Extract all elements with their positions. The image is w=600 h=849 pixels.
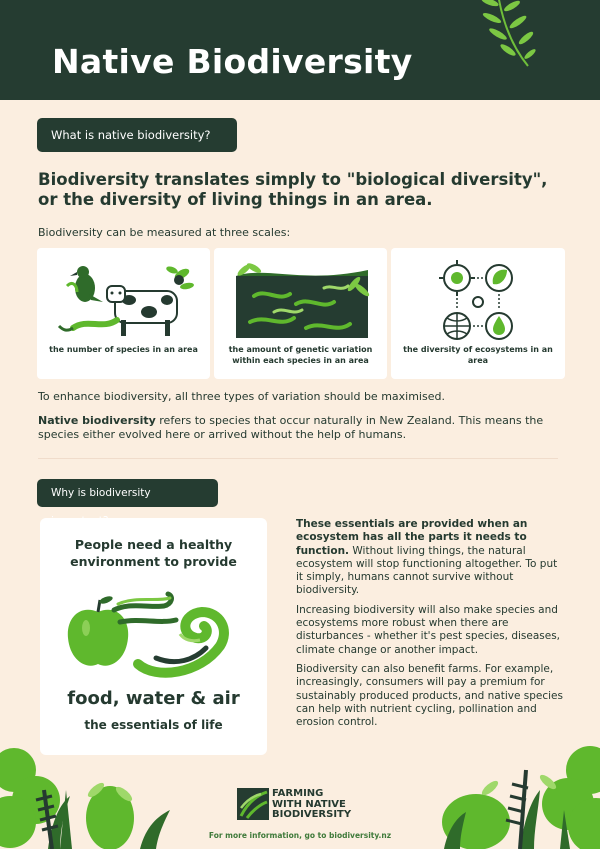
importance-paragraph-3: Biodiversity can also benefit farms. For example, increasingly, consumers will pay a premium for sustainably produced products, and native species can help with nutrient cycling, pollination and erosion control. [296,662,563,729]
importance-bold: These essentials are provided when an ecosystem has all the parts it needs to function. [296,518,528,557]
logo-line-3: BIODIVERSITY [272,809,352,820]
essentials-headline: food, water & air [67,688,240,709]
species-illustration [37,256,210,346]
native-term: Native biodiversity [38,414,156,427]
fern-icon [468,0,538,69]
importance-text [296,518,564,735]
essentials-intro: People need a healthy environment to provide [70,537,237,569]
scale-card-ecosystem [391,248,565,379]
logo-line-1: FARMING [272,788,324,799]
essentials-card [40,518,267,755]
logo-line-2: WITH NATIVE [272,798,346,810]
section-heading-what: What is native biodiversity? [37,118,237,152]
genetic-variation-illustration [214,256,387,346]
scales-intro: Biodiversity can be measured at three scales: [38,226,291,239]
section-heading-why: Why is biodiversity [37,479,218,507]
enhance-statement: To enhance biodiversity, all three types of variation should be maximised. [38,390,445,403]
food-water-air-illustration [60,584,250,684]
importance-text-1: Without living things, the natural ecosystem will stop functioning altogether. To put it simply, humans cannot survive without biodiversity. [296,544,558,597]
native-definition-text: refers to species that occur naturally in New Zealand. This means the species either evolved here or arrived without the help of humans. [38,414,544,441]
farming-logo-text [272,789,351,821]
essentials-subhead: the essentials of life [84,718,223,732]
footer-link-note[interactable]: For more information, go to biodiversity.nz [208,831,392,840]
scale-card-genetic [214,248,387,379]
scale-card-species [37,248,210,379]
lead-statement: Biodiversity translates simply to "biological diversity", or the diversity of living things in an area. [38,170,548,209]
page-title: Native Biodiversity [52,42,413,81]
farming-logo-icon [237,788,269,820]
scale-caption: the number of species in an area [49,345,198,354]
importance-paragraph-1 [296,518,564,598]
header-banner [0,0,600,100]
scale-caption: the diversity of ecosystems in an area [403,345,553,365]
native-definition [38,414,568,442]
ecosystem-cycle-icon [391,256,565,346]
section-divider [38,458,558,459]
importance-paragraph-2: Increasing biodiversity will also make species and ecosystems more robust when there are disturbances - whether it's pest species, diseases, climate change or another impact. [296,603,561,656]
scale-caption: the amount of genetic variation within each species in an area [228,345,373,365]
